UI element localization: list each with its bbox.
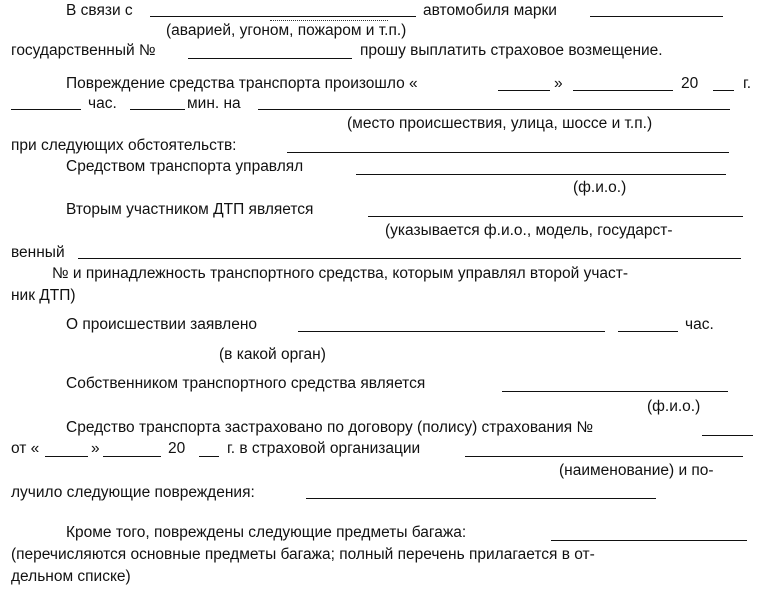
text-from-date: от « xyxy=(11,440,40,457)
hint-place: (место происшествия, улица, шоссе и т.п.) xyxy=(347,115,653,132)
text-in-connection: В связи с xyxy=(66,2,133,19)
hint-baggage-end: дельном списке) xyxy=(11,568,131,585)
reported-hour-field[interactable] xyxy=(618,331,678,332)
hint-second-vehicle-end: ник ДТП) xyxy=(11,287,76,304)
minute-field[interactable] xyxy=(130,109,185,110)
text-damage-occurred: Повреждение средства транспорта произошло « xyxy=(66,75,418,92)
hint-second-vehicle: № и принадлежность транспортного средства, которым управлял второй участ- xyxy=(52,265,629,282)
policy-number-field[interactable] xyxy=(702,435,753,436)
dotted-guide xyxy=(270,20,388,21)
text-car-brand: автомобиля марки xyxy=(423,2,557,19)
text-state-word: венный xyxy=(11,244,65,261)
text-owner: Собственником транспортного средства является xyxy=(66,375,426,392)
incident-type-field[interactable] xyxy=(150,16,416,17)
owner-field[interactable] xyxy=(502,391,728,392)
hint-driver-name: (ф.и.о.) xyxy=(573,179,627,196)
text-reported: О происшествии заявлено xyxy=(66,316,258,333)
text-driver: Средством транспорта управлял xyxy=(66,158,304,175)
text-reported-hour: час. xyxy=(685,316,714,333)
text-century: 20 xyxy=(681,75,699,92)
hour-field[interactable] xyxy=(11,109,81,110)
damage-field[interactable] xyxy=(306,498,656,499)
second-vehicle-field[interactable] xyxy=(78,258,741,259)
text-second-participant: Вторым участником ДТП является xyxy=(66,201,314,218)
driver-field[interactable] xyxy=(356,174,726,175)
year-field[interactable] xyxy=(713,90,734,91)
text-policy-quote-close: » xyxy=(91,440,100,457)
hint-authority: (в какой орган) xyxy=(219,346,326,363)
hint-org-name: (наименование) и по- xyxy=(559,462,714,479)
policy-day-field[interactable] xyxy=(45,456,88,457)
hint-incident-type: (аварией, угоном, пожаром и т.п.) xyxy=(166,22,407,39)
second-participant-field[interactable] xyxy=(368,216,743,217)
hint-baggage: (перечисляются основные предметы багажа; полный перечень прилагается в от- xyxy=(11,546,595,563)
text-policy-century: 20 xyxy=(168,440,186,457)
insurance-org-field[interactable] xyxy=(465,456,743,457)
policy-year-field[interactable] xyxy=(199,456,219,457)
policy-month-field[interactable] xyxy=(103,456,161,457)
day-field[interactable] xyxy=(498,90,550,91)
place-field[interactable] xyxy=(258,109,730,110)
text-baggage: Кроме того, повреждены следующие предметы багажа: xyxy=(66,524,467,541)
text-state-number: государственный № xyxy=(11,42,156,59)
text-circumstances: при следующих обстоятельств: xyxy=(11,137,237,154)
hint-second-participant: (указывается ф.и.о., модель, государст- xyxy=(385,222,673,239)
hint-owner-name: (ф.и.о.) xyxy=(647,398,701,415)
text-insured: Средство транспорта застраховано по договору (полису) страхования № xyxy=(66,419,594,436)
text-hour: час. xyxy=(88,95,117,112)
text-quote-close: » xyxy=(554,75,563,92)
text-minute-at: мин. на xyxy=(187,95,241,112)
text-year-suffix: г. xyxy=(743,75,752,92)
text-request-payment: прошу выплатить страховое возмещение. xyxy=(360,42,663,59)
circumstances-field[interactable] xyxy=(287,152,729,153)
baggage-field[interactable] xyxy=(551,540,747,541)
month-field[interactable] xyxy=(573,90,673,91)
car-brand-field[interactable] xyxy=(590,16,723,17)
state-number-field[interactable] xyxy=(188,58,352,59)
reported-authority-field[interactable] xyxy=(298,331,605,332)
text-insurance-org: г. в страховой организации xyxy=(227,440,421,457)
text-received-damage: лучило следующие повреждения: xyxy=(11,484,255,501)
